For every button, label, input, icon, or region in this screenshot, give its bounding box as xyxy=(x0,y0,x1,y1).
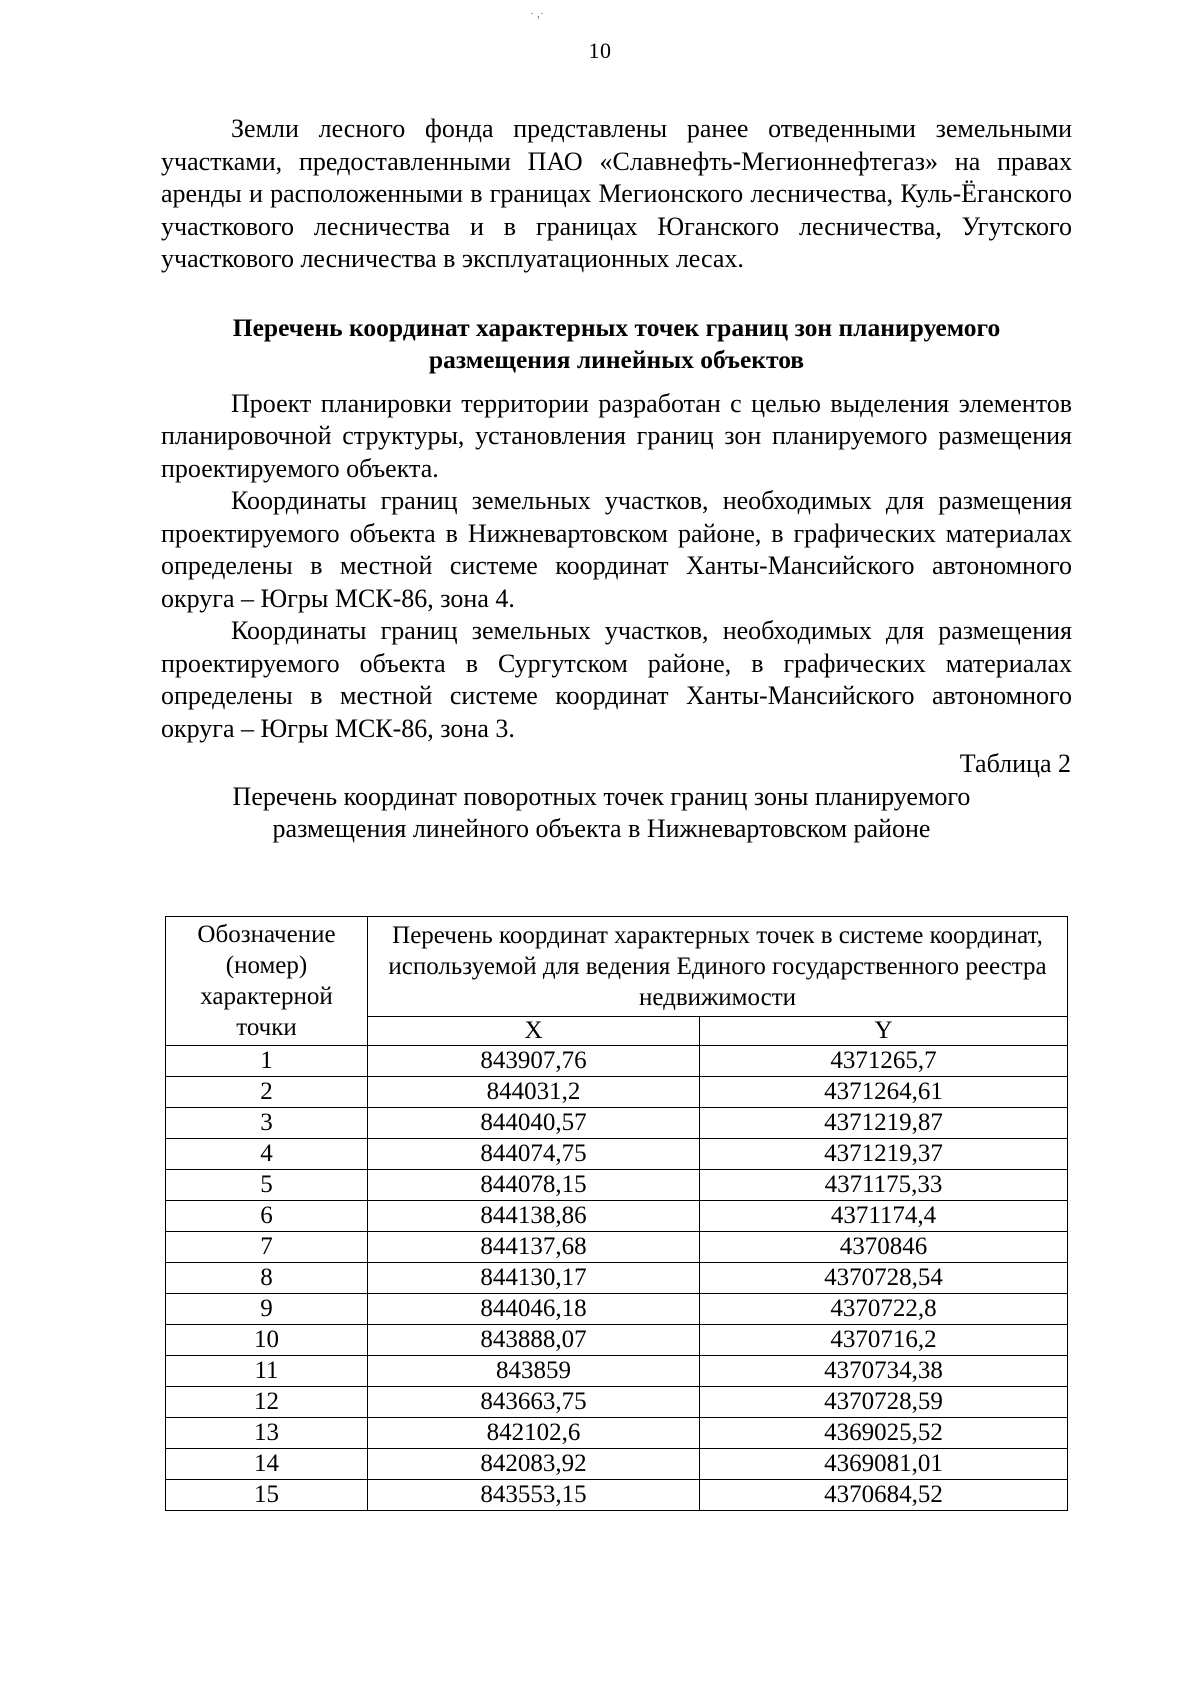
cell-x: 843859 xyxy=(368,1356,700,1387)
cell-point: 14 xyxy=(166,1449,368,1480)
header-x: X xyxy=(368,1016,700,1045)
table-title-line-1: Перечень координат поворотных точек границ зоны планируемого xyxy=(232,781,971,811)
cell-point: 5 xyxy=(166,1170,368,1201)
table-row xyxy=(166,1449,1068,1480)
table-row xyxy=(166,1387,1068,1418)
cell-x: 844040,57 xyxy=(368,1108,700,1139)
cell-x: 844130,17 xyxy=(368,1263,700,1294)
cell-y: 4371174,4 xyxy=(699,1201,1067,1232)
coordinates-table xyxy=(165,916,1068,1511)
section-heading xyxy=(161,312,1072,376)
header-y: Y xyxy=(699,1016,1067,1045)
cell-y: 4370734,38 xyxy=(699,1356,1067,1387)
header-point: Обозначение (номер) характерной точки xyxy=(166,917,368,1046)
table-row xyxy=(166,1046,1068,1077)
cell-point: 10 xyxy=(166,1325,368,1356)
cell-y: 4370716,2 xyxy=(699,1325,1067,1356)
table-row xyxy=(166,1201,1068,1232)
table-header-row xyxy=(166,917,1068,1017)
cell-y: 4370728,59 xyxy=(699,1387,1067,1418)
table-row xyxy=(166,1325,1068,1356)
cell-y: 4369025,52 xyxy=(699,1418,1067,1449)
table-title xyxy=(161,781,1072,845)
table-title-line-2: размещения линейного объекта в Нижневартовском районе xyxy=(272,813,931,843)
header-coordinates-group: Перечень координат характерных точек в системе координат, используемой для ведения Единого государственного реестра недвижимости xyxy=(368,917,1068,1017)
cell-y: 4371175,33 xyxy=(699,1170,1067,1201)
cell-x: 844078,15 xyxy=(368,1170,700,1201)
paragraph-project: Проект планировки территории разработан с целью выделения элементов планировочной структуры, установления границ зон планируемого размещения проектируемого объекта. xyxy=(161,388,1072,483)
cell-x: 844137,68 xyxy=(368,1232,700,1263)
section-heading-line-1: Перечень координат характерных точек границ зон планируемого xyxy=(232,312,1001,342)
cell-point: 9 xyxy=(166,1294,368,1325)
table-row xyxy=(166,1139,1068,1170)
paragraph-coords-nizhnevartovsk: Координаты границ земельных участков, необходимых для размещения проектируемого объекта в Нижневартовском районе, в графических материалах определены в местной системе координат Ханты-Мансийского автономного округа – Югры МСК-86, зона 4. xyxy=(161,486,1072,613)
cell-x: 844138,86 xyxy=(368,1201,700,1232)
cell-point: 13 xyxy=(166,1418,368,1449)
cell-x: 843888,07 xyxy=(368,1325,700,1356)
cell-y: 4370722,8 xyxy=(699,1294,1067,1325)
cell-y: 4369081,01 xyxy=(699,1449,1067,1480)
paragraph-coords-surgut: Координаты границ земельных участков, необходимых для размещения проектируемого объекта в Сургутском районе, в графических материалах определены в местной системе координат Ханты-Мансийского автономного округа – Югры МСК-86, зона 3. xyxy=(161,616,1072,743)
cell-y: 4371219,37 xyxy=(699,1139,1067,1170)
cell-x: 844046,18 xyxy=(368,1294,700,1325)
table-row xyxy=(166,1263,1068,1294)
cell-y: 4370728,54 xyxy=(699,1263,1067,1294)
cell-x: 843907,76 xyxy=(368,1046,700,1077)
cell-point: 2 xyxy=(166,1077,368,1108)
table-row xyxy=(166,1077,1068,1108)
cell-point: 7 xyxy=(166,1232,368,1263)
page-number: 10 xyxy=(588,38,612,63)
cell-point: 6 xyxy=(166,1201,368,1232)
table-row xyxy=(166,1418,1068,1449)
cell-y: 4370846 xyxy=(699,1232,1067,1263)
table-row xyxy=(166,1108,1068,1139)
cell-x: 842083,92 xyxy=(368,1449,700,1480)
cell-point: 8 xyxy=(166,1263,368,1294)
table-body xyxy=(166,1046,1068,1511)
cell-x: 843663,75 xyxy=(368,1387,700,1418)
scan-noise: · ,· xyxy=(530,6,544,20)
cell-x: 843553,15 xyxy=(368,1480,700,1511)
cell-x: 844074,75 xyxy=(368,1139,700,1170)
table-row xyxy=(166,1232,1068,1263)
cell-y: 4371265,7 xyxy=(699,1046,1067,1077)
document-body xyxy=(161,113,1072,845)
cell-x: 842102,6 xyxy=(368,1418,700,1449)
cell-point: 11 xyxy=(166,1356,368,1387)
cell-point: 1 xyxy=(166,1046,368,1077)
table-row xyxy=(166,1356,1068,1387)
cell-point: 3 xyxy=(166,1108,368,1139)
cell-y: 4371264,61 xyxy=(699,1077,1067,1108)
table-label: Таблица 2 xyxy=(959,749,1071,778)
cell-x: 844031,2 xyxy=(368,1077,700,1108)
cell-point: 12 xyxy=(166,1387,368,1418)
table-row xyxy=(166,1294,1068,1325)
table-row xyxy=(166,1170,1068,1201)
table-row xyxy=(166,1480,1068,1511)
cell-y: 4370684,52 xyxy=(699,1480,1067,1511)
paragraph-forest-lands: Земли лесного фонда представлены ранее отведенными земельными участками, предоставленными ПАО «Славнефть-Мегионнефтегаз» на правах аренды и расположенными в границах Мегионского лесничества, Куль-Ёганского участкового лесничества и в границах Юганского лесничества, Угутского участкового лесничества в эксплуатационных лесах. xyxy=(161,114,1072,273)
cell-y: 4371219,87 xyxy=(699,1108,1067,1139)
cell-point: 15 xyxy=(166,1480,368,1511)
section-heading-line-2: размещения линейных объектов xyxy=(428,344,805,374)
cell-point: 4 xyxy=(166,1139,368,1170)
